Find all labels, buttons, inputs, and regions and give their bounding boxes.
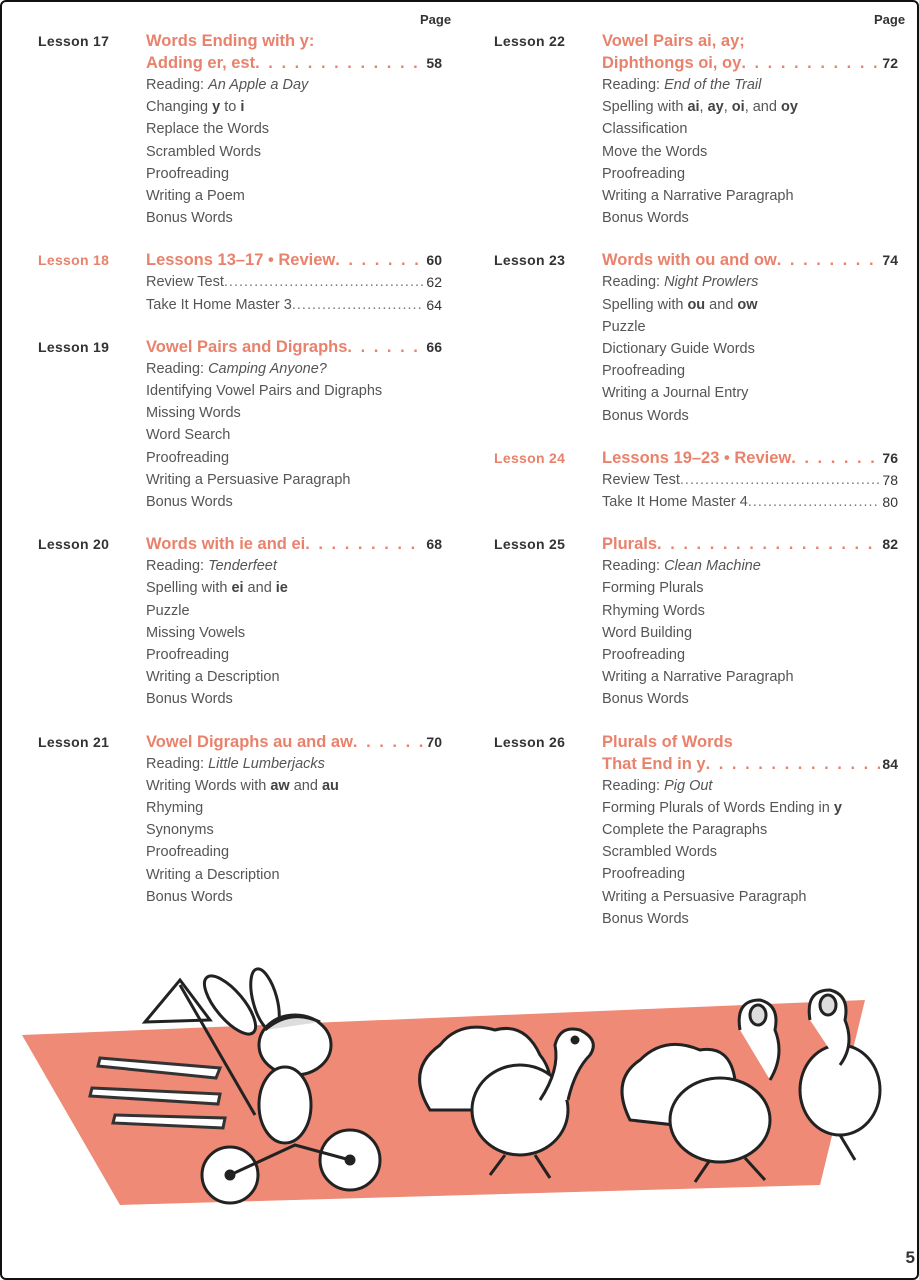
activity-item[interactable] [602,207,898,229]
activity-item[interactable] [146,447,442,469]
letter-pattern: oy [780,99,798,116]
activity-item[interactable] [146,600,442,622]
activity-item[interactable] [146,207,442,229]
activity-item[interactable] [602,360,898,382]
activity-item[interactable] [146,864,442,886]
lesson-entry [494,249,919,426]
lesson-title[interactable] [146,533,442,555]
letter-pattern: y [833,799,842,816]
activity-text [602,316,646,338]
activity-text [146,96,244,118]
lesson-body [602,731,898,930]
story-title: Night Prowlers [664,274,759,291]
text-segment: Proofreading [602,866,686,883]
activity-text [602,294,758,316]
letter-pattern: ie [275,580,288,597]
activity-text [602,600,705,622]
text-segment: Writing a Description [146,866,280,883]
activity-text [146,775,339,797]
activity-text [602,405,689,427]
dot-leader [741,52,880,74]
lesson-title-text: Vowel Pairs ai, ay; [602,32,745,50]
lesson-entry [38,533,478,710]
activity-text [602,555,761,577]
activity-text [602,382,748,404]
text-segment: Reading: [602,77,665,93]
activity-text [146,491,233,513]
lesson-page-number: 82 [882,536,898,553]
activity-item[interactable] [602,688,898,710]
activity-item[interactable] [602,797,898,819]
activity-item[interactable] [146,141,442,163]
lesson-title[interactable] [602,731,898,753]
activity-text [146,402,241,424]
activity-page-number: 64 [426,296,442,313]
activity-item[interactable] [146,163,442,185]
text-segment: Scrambled Words [602,844,717,861]
text-segment: Rhyming [146,800,204,817]
activity-text [146,163,229,185]
page-column-header-right: Page [874,12,906,27]
lesson-page-number: 72 [882,55,898,71]
activity-text [602,797,842,819]
activity-item[interactable] [602,600,898,622]
letter-pattern: oi [731,99,745,116]
letter-pattern: au [321,777,339,794]
lesson-number: Lesson 25 [494,536,566,553]
dot-leader [777,249,881,271]
activity-text [146,424,230,446]
lesson-title-text: Words with ie and ei [146,535,306,554]
activity-text [146,886,233,908]
activity-text [602,886,806,908]
text-segment: Rhyming Words [602,602,705,619]
text-segment: Writing a Journal Entry [602,385,749,402]
activity-item[interactable] [602,775,898,797]
lesson-page-number: 68 [426,536,442,553]
text-segment: Writing a Description [146,669,280,686]
dot-leader [292,294,425,316]
activity-page-number: 80 [882,494,898,511]
activity-item[interactable] [602,841,898,863]
text-segment: Reading: [146,360,209,377]
text-segment: Review Test [146,274,224,291]
activity-item[interactable] [602,469,898,491]
letter-pattern: ei [231,580,244,597]
activity-text [146,447,229,469]
activity-text [146,358,327,380]
activity-text [146,666,280,688]
activity-text [602,207,689,229]
lesson-title-text: Words with ou and ow [602,251,777,270]
activity-item[interactable] [146,271,442,293]
lesson-title[interactable] [146,336,442,358]
activity-item[interactable] [146,577,442,599]
dot-leader [335,249,424,271]
activity-item[interactable] [602,491,898,513]
text-segment: Spelling with [146,580,232,597]
lesson-title[interactable] [602,249,898,271]
activity-text [146,600,190,622]
lesson-number: Lesson 26 [494,733,566,750]
text-segment: Writing Words with [146,777,271,794]
activity-item[interactable] [602,644,898,666]
lesson-title[interactable] [602,533,898,555]
activity-text [602,863,685,885]
dot-leader [224,271,425,293]
activity-text [146,185,245,207]
lesson-number: Lesson 23 [494,252,566,269]
lesson-body [146,533,442,710]
text-segment: and [289,777,322,794]
text-segment: Bonus Words [602,691,689,708]
activity-text [602,96,798,118]
activity-text [602,577,704,599]
lesson-title-text: Plurals of Words [602,732,733,751]
lesson-entry [38,30,478,229]
activity-text [602,491,748,513]
activity-item[interactable] [602,338,898,360]
text-segment: Reading: [602,274,665,291]
lesson-page-number: 74 [882,252,898,269]
text-segment: Word Building [602,624,693,641]
lesson-title[interactable] [146,30,442,52]
activity-item[interactable] [146,688,442,710]
activity-text [146,622,245,644]
activity-item[interactable] [602,886,898,908]
dot-leader [706,753,881,775]
lesson-body [146,249,442,315]
activity-item[interactable] [146,775,442,797]
activity-item[interactable] [602,577,898,599]
activity-text [146,644,229,666]
text-segment: Writing a Narrative Paragraph [602,669,794,686]
lesson-title[interactable] [602,447,898,469]
text-segment: Puzzle [602,318,646,335]
text-segment: Proofreading [602,647,686,664]
lesson-entry [494,30,919,229]
text-segment: to [220,99,241,116]
lesson-title-text: Vowel Digraphs au and aw [146,732,353,751]
activity-item[interactable] [602,555,898,577]
activity-item[interactable] [602,622,898,644]
activity-item[interactable] [602,819,898,841]
activity-text [602,688,689,710]
activity-text [146,797,203,819]
lesson-number: Lesson 18 [38,252,110,269]
letter-pattern: i [240,99,245,116]
dot-leader [353,731,425,753]
text-segment: Proofreading [146,844,230,861]
illustration-rabbit-turkeys [20,960,900,1210]
text-segment: Reading: [146,755,209,772]
text-segment: Review Test [602,471,680,488]
text-segment: Bonus Words [602,210,689,227]
lesson-title-text: That End in y [602,754,706,773]
text-segment: Bonus Words [602,407,689,424]
page-column-header-left: Page [420,12,452,27]
lesson-entry [494,533,919,710]
lesson-number: Lesson 22 [494,33,566,49]
activity-item[interactable] [146,424,442,446]
lesson-title-text: Lessons 13–17 • Review [146,251,336,270]
activity-item[interactable] [146,294,442,316]
activity-text [146,841,229,863]
dot-leader [680,469,881,491]
activity-text [602,74,761,96]
lesson-body [602,30,898,229]
activity-text [146,380,382,402]
lesson-body [146,731,442,908]
activity-item[interactable] [602,316,898,338]
activity-text [602,666,794,688]
activity-text [146,555,277,577]
lesson-title-text: Plurals [602,535,658,554]
text-segment: Classification [602,121,688,138]
text-segment: , [723,99,732,116]
activity-item[interactable] [602,863,898,885]
activity-item[interactable] [146,886,442,908]
text-segment: Reading: [602,777,665,794]
text-segment: , and [744,99,781,116]
lesson-body [602,249,898,426]
lesson-title[interactable] [602,30,898,52]
toc-right-column [494,30,919,950]
letter-pattern: ou [687,296,706,313]
text-segment: Bonus Words [146,494,233,511]
toc-left-column [38,30,478,928]
text-segment: Scrambled Words [146,143,261,160]
dot-leader [255,52,424,74]
activity-text [602,644,685,666]
activity-item[interactable] [146,666,442,688]
activity-item[interactable] [602,141,898,163]
activity-text [602,185,794,207]
lesson-title-text: Lessons 19–23 • Review [602,448,792,467]
story-title: Tenderfeet [208,558,277,575]
pennant-flag [145,980,210,1022]
story-title: Little Lumberjacks [208,755,325,772]
text-segment: Bonus Words [146,691,233,708]
dot-leader [657,533,880,555]
text-segment: Take It Home Master 3 [146,296,292,313]
activity-item[interactable] [602,185,898,207]
text-segment: Proofreading [602,165,686,182]
activity-item[interactable] [146,644,442,666]
text-segment: Take It Home Master 4 [602,494,748,511]
text-segment: Dictionary Guide Words [602,341,755,358]
activity-text [602,360,685,382]
activity-text [146,207,233,229]
text-segment: Proofreading [602,363,686,380]
activity-item[interactable] [146,358,442,380]
lesson-entry [494,731,919,930]
activity-text [602,622,692,644]
activity-item[interactable] [146,797,442,819]
story-title: Camping Anyone? [208,360,327,377]
activity-item[interactable] [146,622,442,644]
lesson-title[interactable] [146,249,442,271]
dot-leader [305,533,424,555]
activity-item[interactable] [602,382,898,404]
lesson-number: Lesson 17 [38,33,110,49]
lesson-title[interactable] [602,753,898,775]
text-segment: Bonus Words [602,910,689,927]
activity-item[interactable] [146,841,442,863]
text-segment: Writing a Narrative Paragraph [602,188,794,205]
text-segment: Spelling with [602,296,688,313]
lesson-title-text: Words Ending with y: [146,32,315,50]
text-segment: , [699,99,708,116]
activity-text [146,753,325,775]
lesson-body [602,447,898,513]
activity-text [146,294,292,316]
text-segment: Writing a Poem [146,188,245,205]
text-segment: Reading: [602,558,665,575]
letter-pattern: ay [707,99,724,116]
lesson-entry [38,336,478,513]
activity-text [146,688,233,710]
story-title: An Apple a Day [208,77,309,93]
text-segment: Bonus Words [146,210,233,227]
text-segment: Spelling with [602,99,688,116]
story-title: Pig Out [664,777,713,794]
text-segment: Move the Words [602,143,708,160]
text-segment: Bonus Words [146,888,233,905]
story-title: End of the Trail [664,77,762,93]
activity-item[interactable] [146,96,442,118]
activity-item[interactable] [146,819,442,841]
activity-item[interactable] [146,118,442,140]
activity-text [146,271,224,293]
letter-pattern: y [212,99,221,116]
page-number: 5 [905,1248,915,1267]
lesson-entry [38,249,478,315]
text-segment: Changing [146,99,213,116]
activity-text [602,271,758,293]
activity-text [146,577,288,599]
text-segment: Reading: [146,558,209,575]
text-segment: Writing a Persuasive Paragraph [602,888,807,905]
activity-text [602,469,680,491]
dot-leader [748,491,881,513]
activity-text [146,118,269,140]
activity-text [602,775,712,797]
activity-text [146,819,214,841]
activity-item[interactable] [602,666,898,688]
letter-pattern: ai [687,99,700,116]
activity-text [146,74,308,96]
activity-page-number: 78 [882,471,898,488]
text-segment: Forming Plurals [602,580,704,597]
text-segment: Reading: [146,77,209,93]
text-segment: Proofreading [146,165,230,182]
story-title: Clean Machine [664,558,761,575]
activity-text [602,163,685,185]
activity-item[interactable] [146,402,442,424]
lesson-body [146,30,442,229]
lesson-title[interactable] [602,52,898,74]
lesson-page-number: 76 [882,449,898,466]
activity-item[interactable] [602,163,898,185]
lesson-page-number: 84 [882,755,898,772]
letter-pattern: aw [270,777,290,794]
lesson-page-number: 70 [426,733,442,750]
activity-page-number: 62 [426,274,442,291]
activity-text [602,908,689,930]
lesson-page-number: 66 [426,338,442,355]
lesson-title[interactable] [146,731,442,753]
lesson-number: Lesson 20 [38,536,110,553]
text-segment: Synonyms [146,822,214,839]
activity-text [602,841,717,863]
dot-leader [347,336,424,358]
lesson-title-text: Vowel Pairs and Digraphs [146,337,348,356]
dot-leader [791,447,880,469]
lesson-number: Lesson 19 [38,338,110,355]
text-segment: and [705,296,738,313]
text-segment: Proofreading [146,449,230,466]
activity-text [602,338,755,360]
activity-item[interactable] [602,96,898,118]
activity-text [602,819,767,841]
lesson-page-number: 58 [426,55,442,71]
text-segment: Writing a Persuasive Paragraph [146,471,351,488]
activity-text [146,469,350,491]
activity-item[interactable] [602,908,898,930]
activity-item[interactable] [602,294,898,316]
activity-item[interactable] [602,271,898,293]
activity-item[interactable] [602,74,898,96]
activity-item[interactable] [146,555,442,577]
activity-item[interactable] [146,74,442,96]
lesson-title-text: Adding er, est [146,54,256,72]
text-segment: Forming Plurals of Words Ending in [602,799,834,816]
lesson-body [602,533,898,710]
text-segment: Missing Vowels [146,624,246,641]
lesson-number: Lesson 21 [38,733,110,750]
text-segment: and [243,580,276,597]
text-segment: Missing Words [146,405,241,422]
activity-text [146,864,280,886]
letter-pattern: ow [737,296,758,313]
text-segment: Complete the Paragraphs [602,822,768,839]
activity-item[interactable] [602,405,898,427]
text-segment: Proofreading [146,647,230,664]
activity-text [602,141,707,163]
lesson-body [146,336,442,513]
text-segment: Replace the Words [146,121,270,138]
activity-item[interactable] [146,753,442,775]
lesson-entry [38,731,478,908]
text-segment: Identifying Vowel Pairs and Digraphs [146,383,383,400]
lesson-title[interactable] [146,52,442,74]
text-segment: Word Search [146,427,231,444]
lesson-entry [494,447,919,513]
lesson-number: Lesson 24 [494,449,566,466]
activity-item[interactable] [146,469,442,491]
activity-text [146,141,261,163]
activity-item[interactable] [146,185,442,207]
activity-text [602,118,687,140]
lesson-page-number: 60 [426,252,442,269]
activity-item[interactable] [602,118,898,140]
activity-item[interactable] [146,380,442,402]
activity-item[interactable] [146,491,442,513]
text-segment: Puzzle [146,602,190,619]
lesson-title-text: Diphthongs oi, oy [602,54,742,72]
